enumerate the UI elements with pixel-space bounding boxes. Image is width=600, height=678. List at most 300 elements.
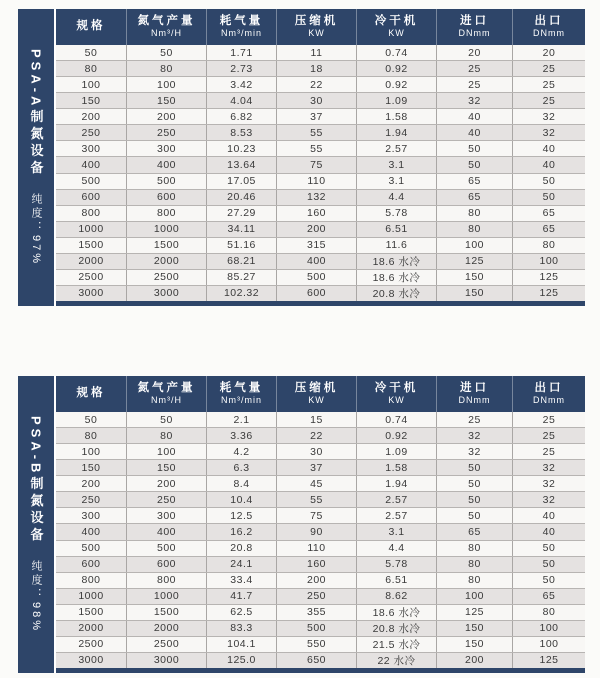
table-cell: 2500	[78, 638, 104, 651]
psa-a-spec-table	[18, 9, 585, 306]
table-cell: 300	[81, 509, 101, 522]
table-cell: 800	[126, 206, 206, 221]
table-cell: 100	[512, 254, 585, 269]
table-cell: 25	[512, 428, 585, 443]
header-label: 冷干机	[374, 15, 419, 28]
table-header	[56, 376, 585, 412]
table-cell: 50	[512, 174, 585, 189]
table-cell: 13.64	[206, 157, 276, 172]
table-cell: 45	[276, 476, 356, 491]
table-cell: 600	[81, 191, 101, 204]
table-cell: 10.23	[206, 141, 276, 156]
table-cell: 1.94	[356, 125, 436, 140]
table-cell: 125	[512, 286, 585, 301]
table-cell: 400	[81, 158, 101, 171]
table-cell: 65	[436, 174, 512, 189]
table-cell: 33.4	[206, 573, 276, 588]
table-cell: 150	[436, 637, 512, 652]
table-cell: 18	[276, 61, 356, 76]
table-cell: 150	[81, 94, 101, 107]
table-cell: 1.58	[356, 109, 436, 124]
table-cell: 50	[126, 412, 206, 427]
table-cell: 24.1	[206, 557, 276, 572]
table-cell: 16.2	[206, 524, 276, 539]
table-cell: 80	[512, 605, 585, 620]
table-cell: 800	[81, 207, 101, 220]
table-row	[56, 205, 585, 221]
table-cell: 30	[276, 444, 356, 459]
table-cell: 500	[81, 175, 101, 188]
header-label: 出口	[534, 15, 564, 28]
table-cell: 3.36	[206, 428, 276, 443]
table-cell: 4.4	[356, 190, 436, 205]
table-row	[56, 189, 585, 205]
psa-a-sidebar	[18, 9, 54, 306]
table-cell: 500	[126, 541, 206, 556]
table-cell: 315	[276, 238, 356, 253]
table-cell: 100	[512, 637, 585, 652]
table-cell: 40	[512, 157, 585, 172]
table-cell: 40	[512, 524, 585, 539]
table-cell: 2.1	[206, 412, 276, 427]
table-cell: 600	[126, 557, 206, 572]
table-cell: 3.1	[356, 157, 436, 172]
table-cell: 25	[512, 412, 585, 427]
table-cell: 550	[276, 637, 356, 652]
header-cell	[206, 9, 276, 45]
header-label: 氮气产量	[137, 15, 196, 28]
header-unit: Nm³/min	[221, 395, 262, 406]
table-cell: 1500	[126, 238, 206, 253]
purity-label: 纯度：98%	[30, 560, 42, 634]
table-cell: 1.09	[356, 93, 436, 108]
table-cell: 1000	[126, 222, 206, 237]
table-cell: 500	[276, 621, 356, 636]
table-cell: 125	[436, 254, 512, 269]
table-cell: 22	[276, 428, 356, 443]
table-cell: 160	[276, 557, 356, 572]
table-cell: 6.3	[206, 460, 276, 475]
table-cell: 90	[276, 524, 356, 539]
header-cell	[56, 376, 126, 412]
header-label: 规格	[76, 20, 106, 33]
table-row	[56, 76, 585, 92]
table-cell: 2000	[78, 255, 104, 268]
table-cell: 2500	[126, 270, 206, 285]
header-unit: Nm³/H	[151, 395, 182, 406]
header-unit: KW	[388, 28, 405, 39]
header-label: 耗气量	[219, 382, 264, 395]
table-cell: 80	[512, 238, 585, 253]
table-cell: 40	[512, 508, 585, 523]
table-cell: 85.27	[206, 270, 276, 285]
table-cell: 4.04	[206, 93, 276, 108]
table-cell: 5.78	[356, 557, 436, 572]
table-cell: 8.53	[206, 125, 276, 140]
table-cell: 2500	[78, 271, 104, 284]
header-cell	[126, 9, 206, 45]
table-cell: 4.2	[206, 444, 276, 459]
table-cell: 10.4	[206, 492, 276, 507]
table-row	[56, 427, 585, 443]
table-row	[56, 124, 585, 140]
table-cell: 300	[81, 142, 101, 155]
header-unit: Nm³/H	[151, 28, 182, 39]
table-row	[56, 173, 585, 189]
table-cell: 2.57	[356, 141, 436, 156]
table-cell: 132	[276, 190, 356, 205]
table-row	[56, 140, 585, 156]
table-cell: 80	[436, 573, 512, 588]
header-unit: KW	[308, 28, 325, 39]
header-cell	[276, 9, 356, 45]
table-body	[56, 9, 585, 306]
table-cell: 80	[436, 206, 512, 221]
table-cell: 5.78	[356, 206, 436, 221]
table-cell: 75	[276, 508, 356, 523]
header-label: 压缩机	[294, 382, 339, 395]
table-row	[56, 443, 585, 459]
table-cell: 200	[81, 477, 101, 490]
table-row	[56, 285, 585, 301]
table-cell: 200	[276, 573, 356, 588]
table-cell: 8.4	[206, 476, 276, 491]
table-cell: 20.8 水冷	[356, 286, 436, 301]
header-label: 出口	[534, 382, 564, 395]
table-cell: 50	[512, 573, 585, 588]
header-cell	[436, 376, 512, 412]
table-cell: 37	[276, 109, 356, 124]
table-cell: 32	[512, 476, 585, 491]
table-cell: 1000	[78, 590, 104, 603]
header-label: 耗气量	[219, 15, 264, 28]
table-cell: 20	[436, 45, 512, 60]
table-cell: 104.1	[206, 637, 276, 652]
table-cell: 100	[512, 621, 585, 636]
table-cell: 100	[436, 238, 512, 253]
table-cell: 11	[276, 45, 356, 60]
table-rows	[56, 412, 585, 668]
table-cell: 500	[81, 542, 101, 555]
table-cell: 1000	[78, 223, 104, 236]
table-cell: 0.74	[356, 45, 436, 60]
table-cell: 6.82	[206, 109, 276, 124]
header-unit: DNmm	[533, 395, 565, 406]
table-row	[56, 412, 585, 427]
psa-b-sidebar	[18, 376, 54, 673]
table-cell: 250	[126, 125, 206, 140]
header-label: 进口	[460, 15, 489, 28]
table-cell: 40	[436, 109, 512, 124]
table-cell: 50	[512, 557, 585, 572]
table-cell: 25	[512, 77, 585, 92]
table-row	[56, 507, 585, 523]
table-header	[56, 9, 585, 45]
header-cell	[56, 9, 126, 45]
table-cell: 80	[436, 541, 512, 556]
table-cell: 75	[276, 157, 356, 172]
table-body	[56, 376, 585, 673]
table-cell: 25	[436, 77, 512, 92]
table-cell: 300	[126, 508, 206, 523]
table-cell: 125	[512, 270, 585, 285]
table-cell: 80	[436, 557, 512, 572]
table-row	[56, 108, 585, 124]
table-cell: 0.92	[356, 61, 436, 76]
table-cell: 25	[512, 93, 585, 108]
table-cell: 50	[436, 141, 512, 156]
table-cell: 25	[512, 61, 585, 76]
table-row	[56, 92, 585, 108]
table-cell: 50	[84, 413, 98, 426]
table-cell: 400	[276, 254, 356, 269]
table-cell: 3000	[78, 287, 104, 300]
table-cell: 37	[276, 460, 356, 475]
table-cell: 800	[81, 574, 101, 587]
header-cell	[436, 9, 512, 45]
table-row	[56, 620, 585, 636]
table-cell: 125	[436, 605, 512, 620]
header-label: 压缩机	[294, 15, 339, 28]
table-cell: 32	[436, 444, 512, 459]
table-cell: 2500	[126, 637, 206, 652]
table-cell: 2.57	[356, 508, 436, 523]
table-bottom-bar	[56, 668, 585, 673]
header-cell	[276, 376, 356, 412]
table-cell: 600	[81, 558, 101, 571]
table-cell: 1000	[126, 589, 206, 604]
header-cell	[126, 376, 206, 412]
table-cell: 41.7	[206, 589, 276, 604]
table-cell: 3.1	[356, 524, 436, 539]
table-cell: 25	[436, 61, 512, 76]
table-row	[56, 45, 585, 60]
table-cell: 100	[126, 77, 206, 92]
table-cell: 20	[512, 45, 585, 60]
table-cell: 1500	[78, 239, 104, 252]
table-cell: 50	[436, 476, 512, 491]
table-cell: 50	[436, 460, 512, 475]
table-cell: 65	[436, 190, 512, 205]
table-cell: 25	[436, 412, 512, 427]
table-cell: 0.92	[356, 428, 436, 443]
table-cell: 80	[84, 429, 98, 442]
table-cell: 300	[126, 141, 206, 156]
table-cell: 50	[512, 541, 585, 556]
table-cell: 125.0	[206, 653, 276, 668]
table-cell: 2.73	[206, 61, 276, 76]
table-rows	[56, 45, 585, 301]
table-cell: 150	[81, 461, 101, 474]
table-cell: 40	[436, 125, 512, 140]
table-cell: 11.6	[356, 238, 436, 253]
table-bottom-bar	[56, 301, 585, 306]
equipment-name: PSA-B制氮设备	[28, 415, 44, 545]
table-cell: 1.94	[356, 476, 436, 491]
table-row	[56, 491, 585, 507]
table-cell: 150	[126, 93, 206, 108]
header-cell	[356, 376, 436, 412]
table-cell: 110	[276, 174, 356, 189]
table-row	[56, 636, 585, 652]
table-row	[56, 604, 585, 620]
table-cell: 65	[512, 589, 585, 604]
table-cell: 400	[81, 525, 101, 538]
table-cell: 150	[436, 270, 512, 285]
table-cell: 83.3	[206, 621, 276, 636]
table-row	[56, 237, 585, 253]
table-cell: 62.5	[206, 605, 276, 620]
table-cell: 0.92	[356, 77, 436, 92]
table-row	[56, 475, 585, 491]
table-cell: 500	[126, 174, 206, 189]
table-cell: 50	[436, 492, 512, 507]
table-cell: 18.6 水冷	[356, 605, 436, 620]
table-cell: 4.4	[356, 541, 436, 556]
table-cell: 20.46	[206, 190, 276, 205]
table-cell: 15	[276, 412, 356, 427]
table-row	[56, 60, 585, 76]
table-cell: 200	[126, 109, 206, 124]
table-cell: 0.74	[356, 412, 436, 427]
table-cell: 1500	[78, 606, 104, 619]
table-cell: 2000	[126, 254, 206, 269]
table-cell: 250	[126, 492, 206, 507]
table-row	[56, 588, 585, 604]
table-cell: 8.62	[356, 589, 436, 604]
table-row	[56, 253, 585, 269]
table-cell: 12.5	[206, 508, 276, 523]
table-cell: 800	[126, 573, 206, 588]
table-cell: 50	[84, 46, 98, 59]
table-cell: 80	[84, 62, 98, 75]
header-unit: Nm³/min	[221, 28, 262, 39]
table-cell: 200	[436, 653, 512, 668]
table-cell: 1500	[126, 605, 206, 620]
table-row	[56, 572, 585, 588]
table-cell: 1.09	[356, 444, 436, 459]
table-cell: 400	[126, 524, 206, 539]
table-cell: 650	[276, 653, 356, 668]
table-cell: 6.51	[356, 222, 436, 237]
table-cell: 32	[512, 460, 585, 475]
table-cell: 355	[276, 605, 356, 620]
table-cell: 600	[126, 190, 206, 205]
table-cell: 2000	[126, 621, 206, 636]
table-cell: 65	[512, 222, 585, 237]
table-cell: 18.6 水冷	[356, 254, 436, 269]
table-row	[56, 459, 585, 475]
table-cell: 3.42	[206, 77, 276, 92]
table-cell: 110	[276, 541, 356, 556]
table-cell: 22	[276, 77, 356, 92]
table-cell: 32	[512, 125, 585, 140]
header-unit: DNmm	[458, 28, 491, 39]
table-cell: 1.58	[356, 460, 436, 475]
table-cell: 20.8 水冷	[356, 621, 436, 636]
header-unit: KW	[308, 395, 325, 406]
table-cell: 32	[512, 492, 585, 507]
table-row	[56, 221, 585, 237]
table-cell: 65	[512, 206, 585, 221]
table-cell: 250	[81, 493, 101, 506]
purity-label: 纯度：97%	[30, 193, 42, 267]
table-cell: 1.71	[206, 45, 276, 60]
table-cell: 20.8	[206, 541, 276, 556]
header-unit: KW	[388, 395, 405, 406]
table-cell: 32	[436, 93, 512, 108]
table-cell: 3.1	[356, 174, 436, 189]
psa-b-spec-table	[18, 376, 585, 673]
table-cell: 100	[81, 78, 101, 91]
table-cell: 21.5 水冷	[356, 637, 436, 652]
table-cell: 200	[81, 110, 101, 123]
header-unit: DNmm	[533, 28, 565, 39]
header-cell	[512, 376, 585, 412]
table-cell: 65	[436, 524, 512, 539]
table-cell: 100	[436, 589, 512, 604]
table-row	[56, 156, 585, 172]
table-cell: 80	[126, 61, 206, 76]
header-cell	[512, 9, 585, 45]
table-cell: 50	[512, 190, 585, 205]
header-cell	[356, 9, 436, 45]
table-cell: 55	[276, 492, 356, 507]
table-cell: 50	[436, 508, 512, 523]
table-cell: 6.51	[356, 573, 436, 588]
table-cell: 200	[126, 476, 206, 491]
table-cell: 40	[512, 141, 585, 156]
table-cell: 50	[436, 157, 512, 172]
table-cell: 32	[436, 428, 512, 443]
table-cell: 3000	[126, 286, 206, 301]
table-cell: 18.6 水冷	[356, 270, 436, 285]
table-cell: 68.21	[206, 254, 276, 269]
table-cell: 150	[436, 621, 512, 636]
table-cell: 50	[126, 45, 206, 60]
table-cell: 2000	[78, 622, 104, 635]
table-cell: 25	[512, 444, 585, 459]
table-row	[56, 269, 585, 285]
table-cell: 250	[81, 126, 101, 139]
table-cell: 400	[126, 157, 206, 172]
table-row	[56, 540, 585, 556]
table-cell: 80	[436, 222, 512, 237]
table-row	[56, 523, 585, 539]
header-label: 进口	[460, 382, 489, 395]
table-cell: 250	[276, 589, 356, 604]
table-cell: 32	[512, 109, 585, 124]
equipment-name: PSA-A制氮设备	[28, 48, 44, 178]
table-cell: 3000	[78, 654, 104, 667]
table-cell: 2.57	[356, 492, 436, 507]
header-label: 氮气产量	[137, 382, 196, 395]
table-cell: 27.29	[206, 206, 276, 221]
header-label: 冷干机	[374, 382, 419, 395]
header-label: 规格	[76, 387, 106, 400]
table-cell: 34.11	[206, 222, 276, 237]
table-cell: 55	[276, 125, 356, 140]
table-cell: 100	[126, 444, 206, 459]
table-cell: 150	[436, 286, 512, 301]
table-cell: 102.32	[206, 286, 276, 301]
table-cell: 22 水冷	[356, 653, 436, 668]
table-row	[56, 652, 585, 668]
table-cell: 80	[126, 428, 206, 443]
table-cell: 100	[81, 445, 101, 458]
table-cell: 17.05	[206, 174, 276, 189]
table-cell: 500	[276, 270, 356, 285]
